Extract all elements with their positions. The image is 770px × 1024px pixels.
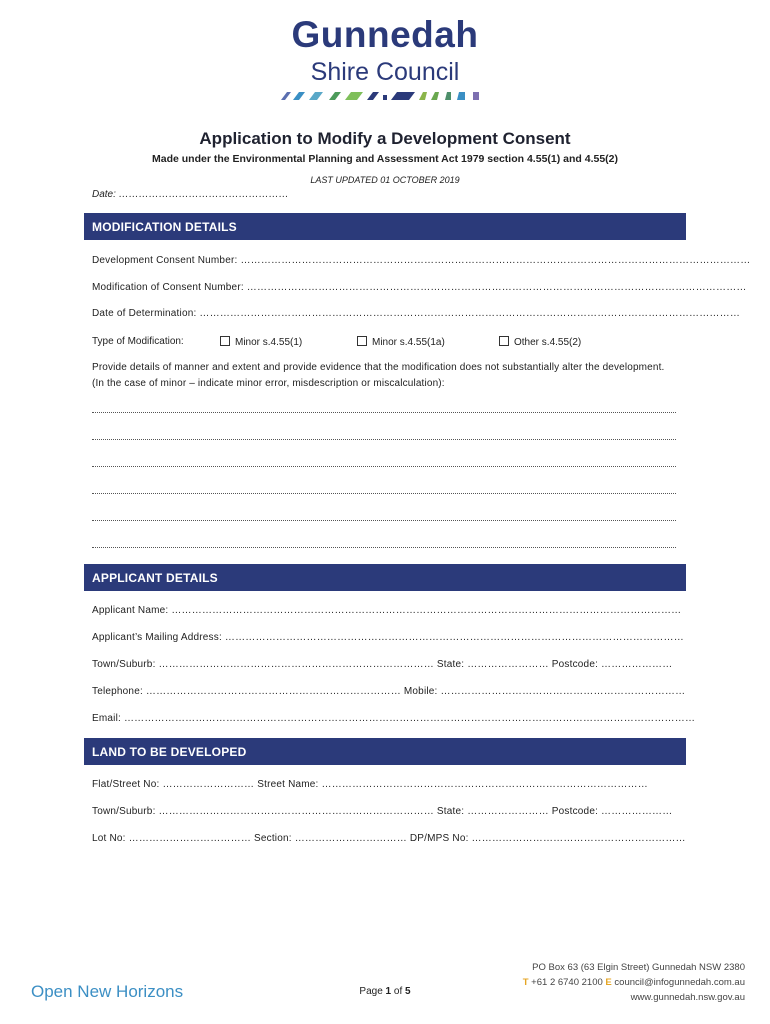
street-field[interactable]: Flat/Street No: ……………………… Street Name: ……………………………………………………………………………………	[92, 779, 648, 790]
form-subtitle: Made under the Environmental Planning and Assessment Act 1979 section 4.55(1) and 4.55(2)	[151, 153, 619, 165]
email-field[interactable]: Email: ……………………………………………………………………………………………………………………………………………………	[92, 713, 696, 724]
last-updated-note: LAST UPDATED 01 OCTOBER 2019	[310, 175, 460, 185]
logo-stripes-icon	[279, 92, 491, 100]
section-header-modification: MODIFICATION DETAILS	[84, 213, 686, 240]
details-line[interactable]	[92, 411, 676, 413]
form-title: Application to Modify a Development Consent	[199, 129, 571, 148]
modification-instructions: Provide details of manner and extent and provide evidence that the modification does not substantially alter the development. (In the case of minor – indicate minor error, misdescription or miscalculation):	[92, 362, 665, 389]
council-phone-email: T +61 2 6740 2100 E council@infogunnedah.com.au	[522, 977, 745, 988]
details-line[interactable]	[92, 519, 676, 521]
checkbox-icon[interactable]	[357, 336, 367, 346]
details-line[interactable]	[92, 546, 676, 548]
option-minor-4-55-1[interactable]	[220, 336, 302, 348]
council-logo-subtitle: Shire Council	[310, 58, 460, 86]
checkbox-icon[interactable]	[499, 336, 509, 346]
option-label: Minor s.4.55(1)	[235, 337, 303, 348]
option-label: Minor s.4.55(1a)	[372, 337, 445, 348]
council-logo-wordmark: Gunnedah	[291, 14, 479, 55]
consent-number-field[interactable]: Development Consent Number: ……………………………………………………………………………………………………………………………………	[92, 255, 751, 266]
council-website: www.gunnedah.nsw.gov.au	[630, 992, 745, 1003]
lot-field[interactable]: Lot No: ……………………………… Section: …………………………… DP/MPS No: ………………………………………………………	[92, 833, 686, 844]
mailing-address-field[interactable]: Applicant’s Mailing Address: ………………………………………………………………………………………………………………………	[92, 632, 684, 643]
modification-type-label: Type of Modification:	[92, 336, 184, 347]
date-field[interactable]: Date: ……………………………………………	[92, 189, 289, 200]
page-number: Page 1 of 5	[359, 986, 411, 997]
determination-date-field[interactable]: Date of Determination: ……………………………………………………………………………………………………………………………………………	[92, 308, 741, 319]
option-other-4-55-2[interactable]	[499, 336, 581, 348]
details-line[interactable]	[92, 438, 676, 440]
council-contact-block	[500, 960, 745, 1005]
section-header-applicant: APPLICANT DETAILS	[84, 564, 686, 591]
footer-tagline: Open New Horizons	[31, 982, 184, 1001]
option-label: Other s.4.55(2)	[514, 337, 582, 348]
council-address: PO Box 63 (63 Elgin Street) Gunnedah NSW 2380	[532, 962, 745, 973]
modification-number-field[interactable]: Modification of Consent Number: …………………………………………………………………………………………………………………………………	[92, 282, 747, 293]
telephone-field[interactable]: Telephone: ………………………………………………………………… Mobile: ………………………………………………………………	[92, 686, 686, 697]
land-town-field[interactable]: Town/Suburb: ……………………………………………………………………… State: …………………… Postcode: …………………	[92, 806, 673, 817]
details-line[interactable]	[92, 492, 676, 494]
applicant-name-field[interactable]: Applicant Name: ……………………………………………………………………………………………………………………………………	[92, 605, 682, 616]
checkbox-icon[interactable]	[220, 336, 230, 346]
applicant-town-field[interactable]: Town/Suburb: ……………………………………………………………………… State: …………………… Postcode: …………………	[92, 659, 673, 670]
section-header-land: LAND TO BE DEVELOPED	[84, 738, 686, 765]
details-line[interactable]	[92, 465, 676, 467]
option-minor-4-55-1a[interactable]	[357, 336, 445, 348]
